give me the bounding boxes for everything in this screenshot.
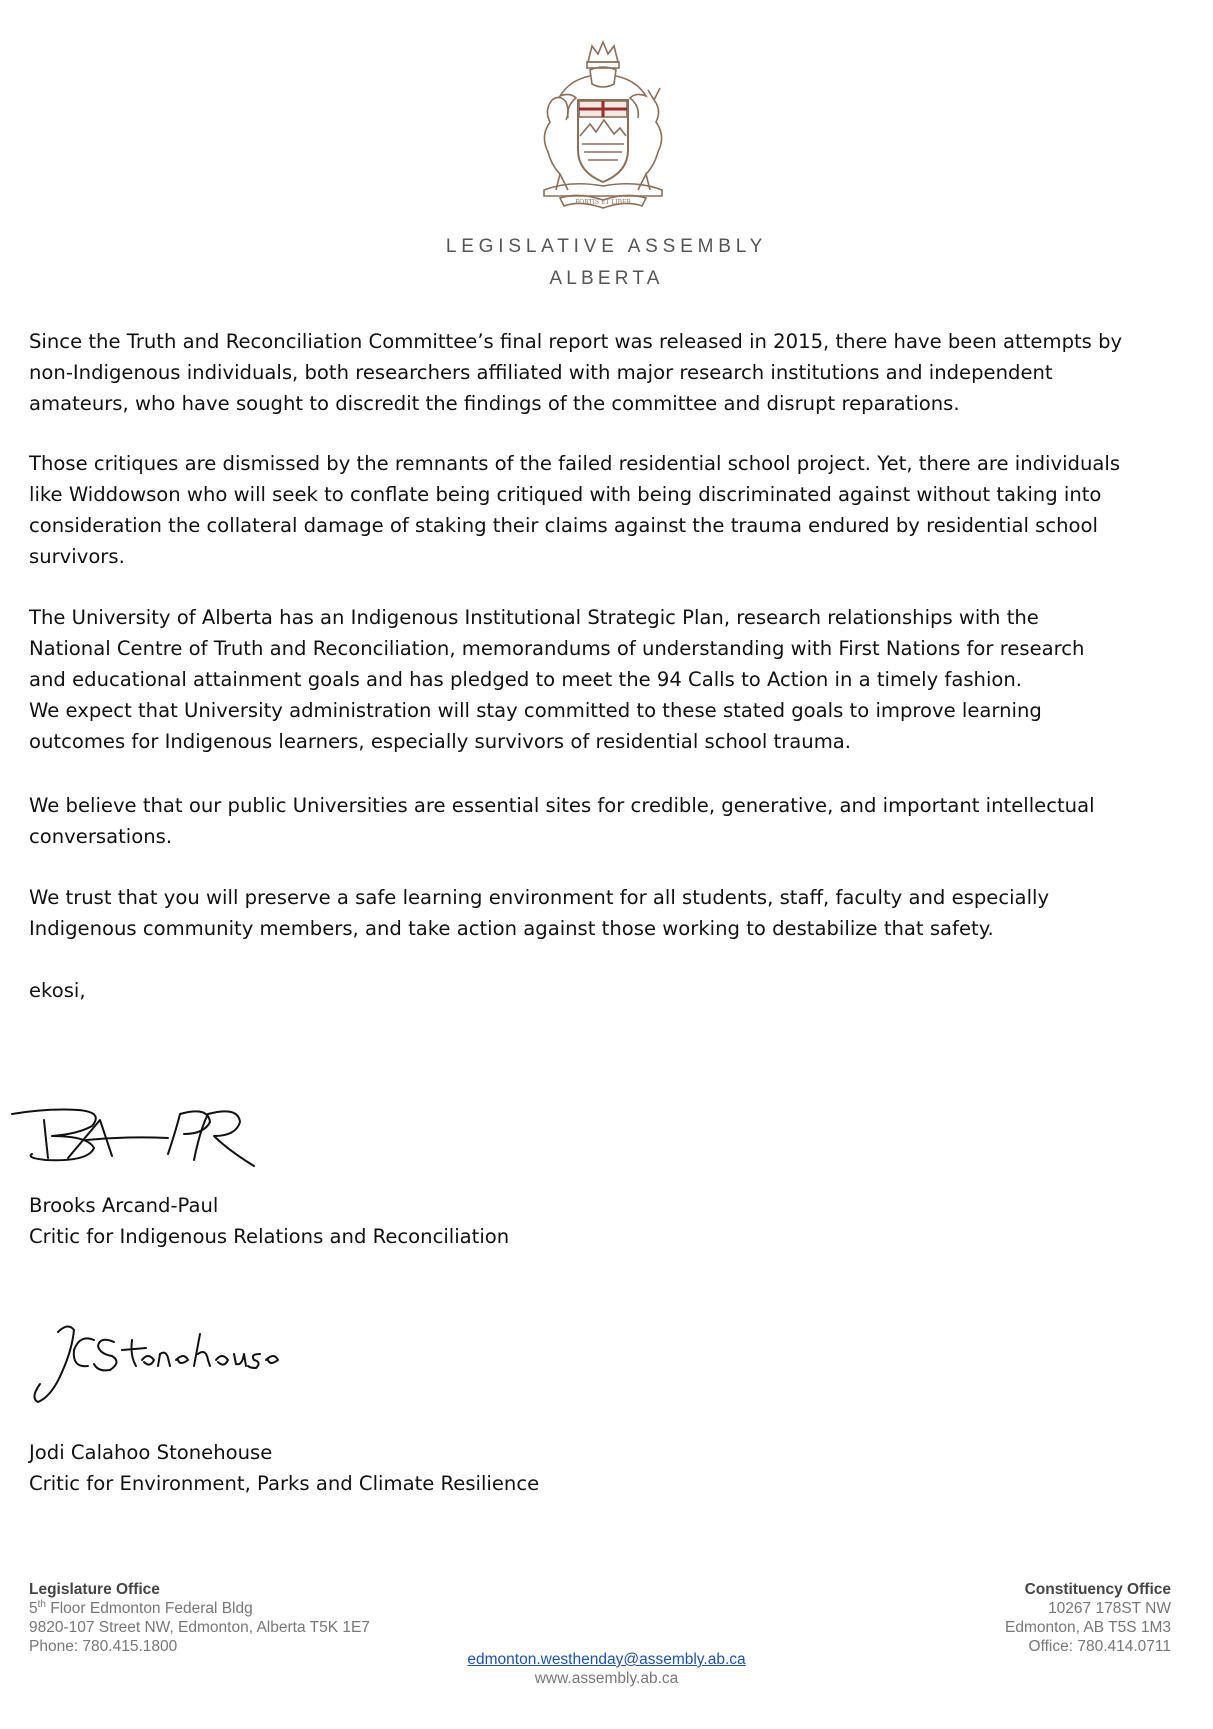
- paragraph-line: Since the Truth and Reconciliation Committee’s final report was released in 2015, there have been attempts by: [29, 330, 1123, 353]
- constituency-office-street: 10267 178ST NW: [1048, 1600, 1171, 1617]
- paragraph-line: National Centre of Truth and Reconciliation, memorandums of understanding with First Nations for research: [29, 637, 1085, 660]
- legislature-office-street: 9820-107 Street NW, Edmonton, Alberta T5K 1E7: [29, 1619, 370, 1636]
- legislature-office-floor: 5th Floor Edmonton Federal Bldg: [29, 1598, 253, 1617]
- legislature-office-phone: Phone: 780.415.1800: [29, 1638, 178, 1655]
- paragraph-2: [29, 448, 1189, 572]
- signer-title: Critic for Indigenous Relations and Reconciliation: [29, 1225, 510, 1248]
- legislature-office-address: [29, 1580, 370, 1656]
- paragraph-4: [29, 790, 1189, 852]
- assembly-subtitle: ALBERTA: [549, 268, 664, 289]
- constituency-office-phone: Office: 780.414.0711: [1028, 1638, 1171, 1655]
- paragraph-line: like Widdowson who will seek to conflate being critiqued with being discriminated against without taking into: [29, 483, 1102, 506]
- website-text: www.assembly.ab.ca: [534, 1670, 679, 1687]
- paragraph-line: conversations.: [29, 825, 173, 848]
- email-link[interactable]: edmonton.westhenday@assembly.ab.ca: [467, 1651, 746, 1668]
- legislature-office-heading: Legislature Office: [29, 1581, 160, 1598]
- signature-brooks-arcand-paul: [8, 1100, 258, 1170]
- paragraph-line: outcomes for Indigenous learners, especially survivors of residential school trauma.: [29, 730, 852, 753]
- paragraph-line: and educational attainment goals and has pledged to meet the 94 Calls to Action in a timely fashion.: [29, 668, 1023, 691]
- paragraph-line: We believe that our public Universities are essential sites for credible, generative, and important intellectual: [29, 794, 1095, 817]
- crest-motto: FORTIS ET LIBER: [575, 199, 631, 206]
- paragraph-line: amateurs, who have sought to discredit the findings of the committee and disrupt reparations.: [29, 392, 960, 415]
- paragraph-line: We trust that you will preserve a safe learning environment for all students, staff, faculty and especially: [29, 886, 1050, 909]
- signer-block-2: [29, 1437, 539, 1499]
- constituency-office-city: Edmonton, AB T5S 1M3: [1004, 1619, 1171, 1636]
- signer-title: Critic for Environment, Parks and Climate Resilience: [29, 1472, 540, 1495]
- signer-name: Brooks Arcand-Paul: [29, 1194, 219, 1217]
- footer-contact: [0, 1650, 1213, 1688]
- signature-jodi-calahoo-stonehouse: [28, 1320, 288, 1410]
- signer-name: Jodi Calahoo Stonehouse: [29, 1441, 273, 1464]
- paragraph-line: survivors.: [29, 545, 125, 568]
- coat-of-arms-icon: [530, 40, 676, 210]
- paragraph-line: We expect that University administration will stay committed to these stated goals to improve learning: [29, 699, 1042, 722]
- signer-block-1: [29, 1190, 509, 1252]
- paragraph-line: non-Indigenous individuals, both researchers affiliated with major research institutions and independent: [29, 361, 1053, 384]
- paragraph-line: Those critiques are dismissed by the remnants of the failed residential school project. Yet, there are individuals: [29, 452, 1121, 475]
- paragraph-line: Indigenous community members, and take action against those working to destabilize that safety.: [29, 917, 994, 940]
- assembly-title: LEGISLATIVE ASSEMBLY: [445, 236, 768, 257]
- paragraph-3: [29, 602, 1189, 757]
- constituency-office-address: [1005, 1580, 1171, 1656]
- paragraph-line: consideration the collateral damage of staking their claims against the trauma endured by residential school: [29, 514, 1098, 537]
- constituency-office-heading: Constituency Office: [1024, 1581, 1171, 1598]
- closing: ekosi,: [29, 979, 86, 1002]
- paragraph-5: [29, 882, 1189, 944]
- paragraph-1: [29, 326, 1189, 419]
- paragraph-line: The University of Alberta has an Indigenous Institutional Strategic Plan, research relationships with the: [29, 606, 1039, 629]
